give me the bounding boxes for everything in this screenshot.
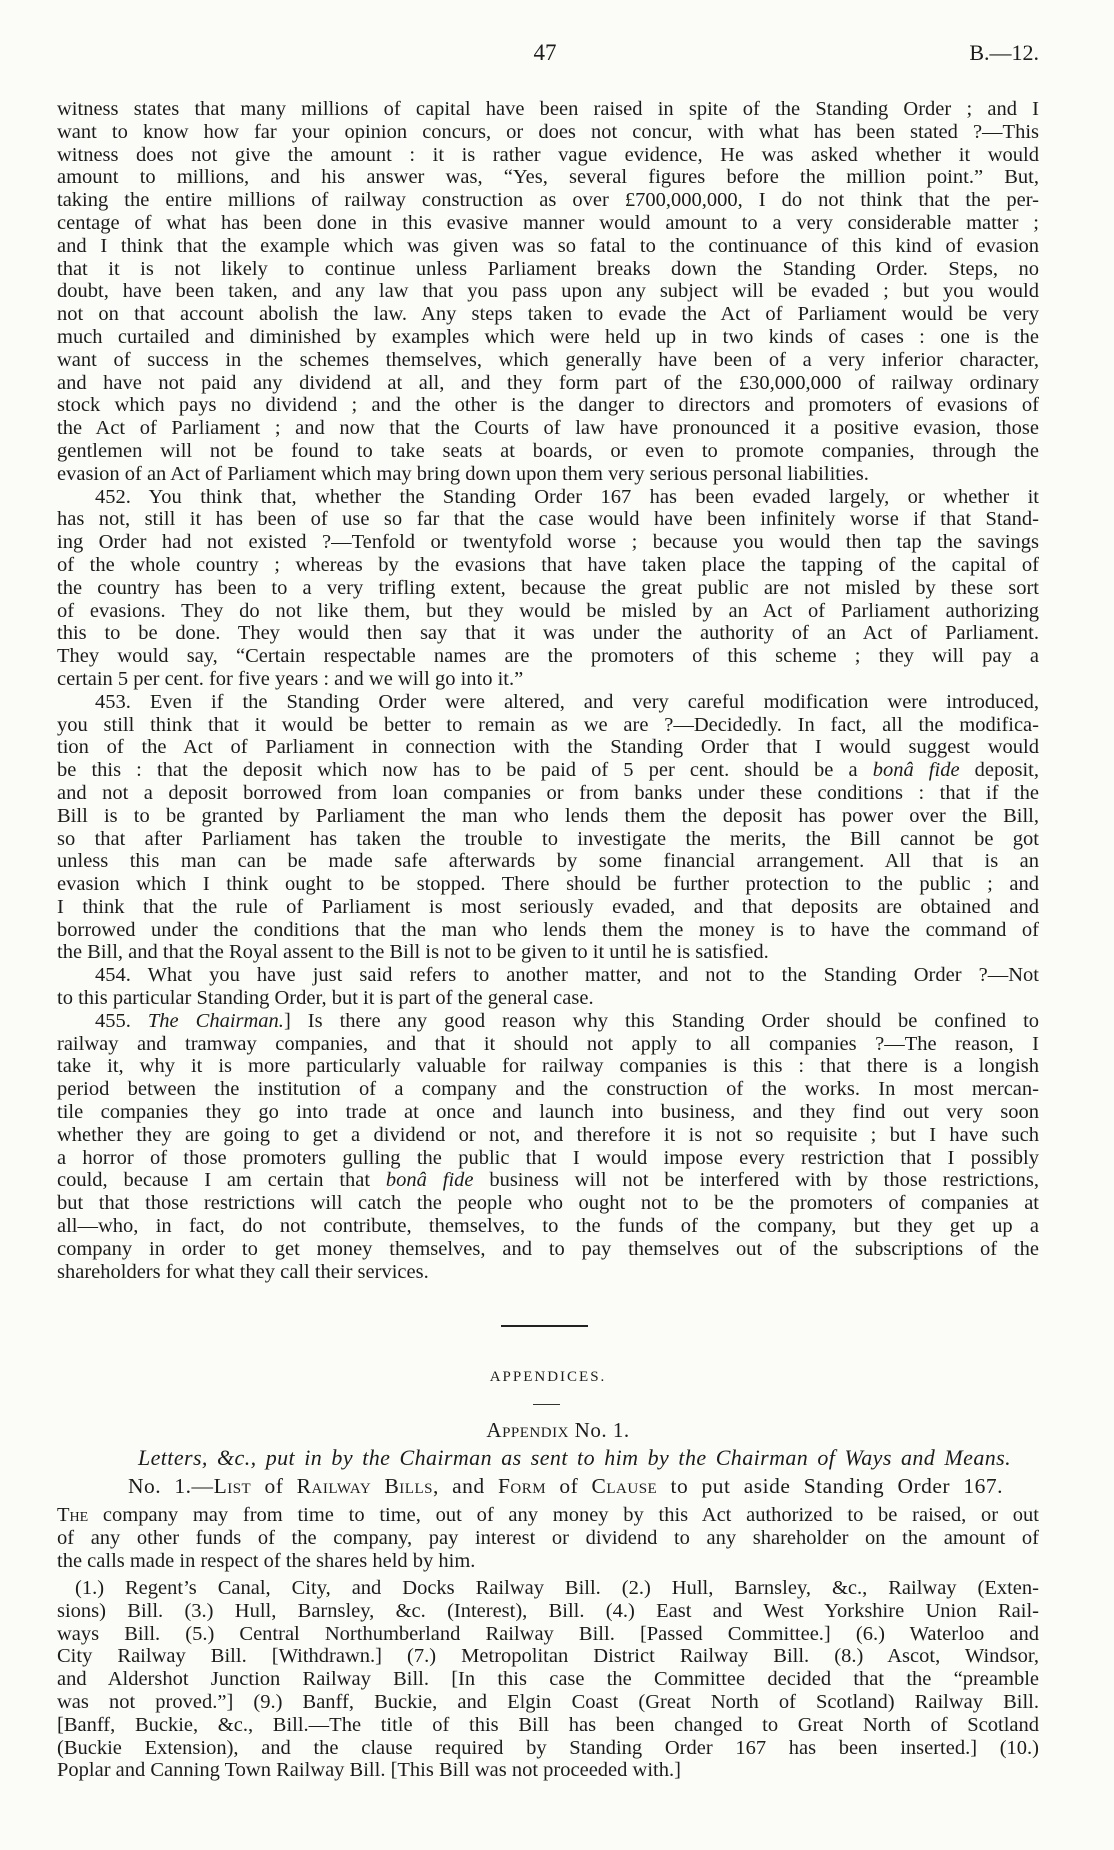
- text-run: evasion which I think ought to be stopped. There should be further protection to the public ; and: [57, 873, 1039, 896]
- text-run: much curtailed and diminished by examples which were held up in two kinds of cases : one is the: [57, 325, 1039, 348]
- text-line: [57, 1238, 1039, 1261]
- italic-text: bonâ fide: [872, 759, 960, 782]
- text-run: company in order to get money themselves, and to pay themselves out of the subscriptions of the: [57, 1237, 1039, 1260]
- text-run: and I think that the example which was given was so fatal to the continuance of this kind of evasion: [57, 234, 1039, 257]
- testimony-paragraph: [57, 691, 1039, 965]
- text-run: certain 5 per cent. for five years : and we will go into it.”: [57, 667, 524, 690]
- text-line: [57, 1668, 1039, 1691]
- text-run: They would say, “Certain respectable names are the promoters of this scheme ; they will pay a: [57, 645, 1039, 668]
- text-run: a horror of those promoters gulling the public that I would impose every restriction that I possibly: [57, 1146, 1039, 1169]
- text-run: amount to millions, and his answer was, “Yes, several figures before the million point.” But,: [57, 166, 1039, 189]
- text-line: [57, 349, 1039, 372]
- text-run: of: [251, 1474, 297, 1498]
- text-run: but that those restrictions will catch the people who ought not to be the promoters of companies at: [57, 1192, 1039, 1215]
- text-line: [57, 941, 1039, 964]
- text-line: [57, 1169, 1039, 1192]
- text-line: [57, 1124, 1039, 1147]
- text-run: centage of what has been done in this evasive manner would amount to a very considerable matter ;: [57, 211, 1039, 234]
- text-line: [57, 828, 1039, 851]
- text-line: [57, 1055, 1039, 1078]
- bill-list-title: [128, 1475, 1003, 1498]
- text-run: doubt, have been taken, and any law that you pass upon any subject will be evaded ; but you would: [57, 280, 1039, 303]
- text-run: and not a deposit borrowed from loan companies or from banks under these conditions : that if the: [57, 781, 1039, 804]
- testimony-paragraph: [57, 486, 1039, 691]
- text-line: [57, 554, 1039, 577]
- text-line: [57, 235, 1039, 258]
- small-caps-text: Form: [497, 1474, 547, 1498]
- text-run: tile companies they go into trade at once and launch into business, and they find out very soon: [57, 1101, 1039, 1124]
- text-line: [57, 805, 1039, 828]
- text-run: No. 1.: [568, 1418, 630, 1442]
- document-reference: B.—12.: [969, 40, 1039, 65]
- text-line: [57, 850, 1039, 873]
- text-run: Bill is to be granted by Parliament the man who lends them the deposit has power over the Bill,: [57, 804, 1039, 827]
- text-run: (1.) Regent’s Canal, City, and Docks Railway Bill. (2.) Hull, Barnsley, &c., Railway (Exten-: [75, 1577, 1039, 1599]
- text-line: [57, 189, 1039, 212]
- text-line: [57, 98, 1039, 121]
- text-line: [57, 1737, 1039, 1760]
- text-line: [57, 1192, 1039, 1215]
- text-run: (Buckie Extension), and the clause required by Standing Order 167 has been inserted.] (10.): [57, 1736, 1039, 1759]
- text-line: [57, 144, 1039, 167]
- text-run: stock which pays no dividend ; and the other is the danger to directors and promoters of evasions of: [57, 394, 1039, 417]
- text-run: 453. Even if the Standing Order were altered, and very careful modification were introduced,: [95, 690, 1039, 713]
- text-line: [57, 508, 1039, 531]
- small-caps-text: Appendix: [486, 1418, 569, 1442]
- text-line: [57, 919, 1039, 942]
- text-run: that it is not likely to continue unless Parliament breaks down the Standing Order. Steps, no: [57, 257, 1039, 280]
- text-line: [57, 1504, 1039, 1527]
- testimony-body: [57, 98, 1039, 1283]
- text-line: [57, 1147, 1039, 1170]
- text-line: [57, 1623, 1039, 1646]
- text-line: [57, 1691, 1039, 1714]
- appendix-subtitle: Letters, &c., put in by the Chairman as sent to him by the Chairman of Ways and Means.: [138, 1445, 1011, 1470]
- text-run: whether they are going to get a dividend or not, and therefore it is not so requisite ; but I have such: [57, 1123, 1039, 1146]
- text-line: [57, 577, 1039, 600]
- text-run: No. 1.—: [128, 1474, 214, 1498]
- text-run: to this particular Standing Order, but it is part of the general case.: [57, 987, 594, 1010]
- text-line: [57, 1101, 1039, 1124]
- text-line: [57, 372, 1039, 395]
- text-run: be this : that the deposit which now has to be paid of 5 per cent. should be a: [57, 759, 873, 782]
- text-run: 452. You think that, whether the Standing Order 167 has been evaded largely, or whether it: [95, 485, 1039, 508]
- italic-text: bonâ fide: [385, 1169, 474, 1192]
- text-line: [57, 1759, 1039, 1782]
- text-line: [57, 668, 1039, 691]
- text-line: [57, 440, 1039, 463]
- text-run: City Railway Bill. [Withdrawn.] (7.) Metropolitan District Railway Bill. (8.) Ascot, Windsor,: [57, 1645, 1039, 1668]
- text-line: [57, 782, 1039, 805]
- text-line: [57, 1600, 1039, 1623]
- text-run: sions) Bill. (3.) Hull, Barnsley, &c. (Interest), Bill. (4.) East and West Yorkshire Union Rail-: [57, 1599, 1039, 1622]
- small-caps-text: Clause: [591, 1474, 658, 1498]
- small-caps-text: The: [57, 1504, 89, 1526]
- text-line: [57, 1714, 1039, 1737]
- text-run: unless this man can be made safe afterwards by some financial arrangement. All that is an: [57, 850, 1039, 873]
- text-run: business will not be interfered with by those restrictions,: [473, 1169, 1040, 1192]
- text-line: [57, 212, 1039, 235]
- text-run: borrowed under the conditions that the man who lends them the money is to have the command of: [57, 918, 1039, 941]
- text-run: company may from time to time, out of any money by this Act authorized to be raised, or out: [88, 1504, 1039, 1526]
- text-line: [57, 1010, 1039, 1033]
- text-run: the country has been to a very trifling extent, because the great public are not misled by these sort: [57, 576, 1039, 599]
- text-run: Poplar and Canning Town Railway Bill. [This Bill was not proceeded with.]: [57, 1759, 681, 1782]
- bill-list: [57, 1577, 1039, 1782]
- text-line: [57, 873, 1039, 896]
- text-run: railway and tramway companies, and that it should not apply to all companies ?—The reason, I: [57, 1032, 1039, 1055]
- text-line: [57, 303, 1039, 326]
- text-line: [57, 258, 1039, 281]
- text-run: this to be done. They would then say that it was under the authority of an Act of Parliament.: [57, 622, 1039, 645]
- text-run: and Aldershot Junction Railway Bill. [In this case the Committee decided that the “preamble: [57, 1668, 1039, 1691]
- text-line: [57, 280, 1039, 303]
- small-caps-text: Railway Bills: [296, 1474, 433, 1498]
- small-caps-text: List: [213, 1474, 252, 1498]
- text-line: [57, 1078, 1039, 1101]
- text-run: , and: [432, 1474, 498, 1498]
- text-run: [Banff, Buckie, &c., Bill.—The title of this Bill has been changed to Great North of Scotland: [57, 1713, 1039, 1736]
- appendix-title: [67, 1418, 1049, 1442]
- text-run: ] Is there any good reason why this Standing Order should be confined to: [283, 1009, 1040, 1032]
- text-line: [57, 1261, 1039, 1284]
- text-line: [57, 531, 1039, 554]
- text-line: [57, 622, 1039, 645]
- text-run: could, because I am certain that: [57, 1169, 386, 1192]
- text-line: [57, 759, 1039, 782]
- page-number: 47: [533, 40, 557, 65]
- text-run: not on that account abolish the law. Any steps taken to evade the Act of Parliament would be very: [57, 303, 1039, 326]
- text-run: period between the institution of a company and the construction of the works. In most mercan-: [57, 1078, 1039, 1101]
- text-line: [57, 166, 1039, 189]
- text-line: [57, 1550, 1039, 1573]
- text-line: [57, 394, 1039, 417]
- text-run: of: [546, 1474, 592, 1498]
- text-line: [57, 736, 1039, 759]
- text-line: [57, 417, 1039, 440]
- text-line: [57, 645, 1039, 668]
- text-run: to put aside Standing Order 167.: [657, 1474, 1003, 1498]
- text-run: evasion of an Act of Parliament which may bring down upon them very serious personal liabilities.: [57, 462, 869, 485]
- text-run: 454. What you have just said refers to another matter, and not to the Standing Order ?—Not: [95, 964, 1039, 987]
- text-line: [57, 121, 1039, 144]
- text-run: ing Order had not existed ?—Tenfold or twentyfold worse ; because you would then tap the savings: [57, 531, 1039, 554]
- text-run: so that after Parliament has taken the trouble to investigate the merits, the Bill cannot be got: [57, 827, 1039, 850]
- text-line: [57, 964, 1039, 987]
- text-run: of the whole country ; whereas by the evasions that have taken place the tapping of the capital of: [57, 553, 1039, 576]
- text-run: witness states that many millions of capital have been raised in spite of the Standing Order ; and I: [57, 98, 1039, 120]
- text-line: [57, 896, 1039, 919]
- text-line: [57, 326, 1039, 349]
- text-line: [57, 714, 1039, 737]
- text-run: take it, why it is more particularly valuable for railway companies is this : that there is a longish: [57, 1055, 1039, 1078]
- appendices-heading: APPENDICES.: [489, 1369, 607, 1385]
- text-run: want to know how far your opinion concurs, or does not concur, with what has been stated ?—This: [57, 120, 1039, 143]
- text-run: all—who, in fact, do not contribute, themselves, to the funds of the company, but they get up a: [57, 1215, 1039, 1238]
- section-divider: [501, 1325, 588, 1327]
- text-run: deposit,: [959, 759, 1039, 782]
- text-run: witness does not give the amount : it is rather vague evidence, He was asked whether it would: [57, 143, 1039, 166]
- text-run: was not proved.”] (9.) Banff, Buckie, and Elgin Coast (Great North of Scotland) Railway Bill.: [57, 1690, 1039, 1713]
- text-run: taking the entire millions of railway construction as over £700,000,000, I do not think that the per-: [57, 189, 1039, 212]
- text-run: of any other funds of the company, pay interest or dividend to any shareholder on the amount of: [57, 1526, 1039, 1549]
- testimony-paragraph: [57, 1010, 1039, 1284]
- testimony-paragraph: [57, 964, 1039, 1010]
- text-line: [57, 691, 1039, 714]
- text-run: shareholders for what they call their services.: [57, 1260, 429, 1283]
- text-run: gentlemen will not be found to take seats at boards, or even to promote companies, through the: [57, 439, 1039, 462]
- text-run: has not, still it has been of use so far that the case would have been infinitely worse if that Stand-: [57, 508, 1039, 531]
- text-line: [57, 463, 1039, 486]
- text-run: want of success in the schemes themselves, which generally have been of a very inferior character,: [57, 348, 1039, 371]
- text-line: [57, 1577, 1039, 1600]
- text-line: [57, 1033, 1039, 1056]
- text-run: 455.: [95, 1009, 148, 1032]
- testimony-paragraph: [57, 98, 1039, 486]
- text-run: the Act of Parliament ; and now that the Courts of law have pronounced it a positive evasion, those: [57, 417, 1039, 440]
- heading-divider: [533, 1404, 560, 1405]
- text-run: the Bill, and that the Royal assent to the Bill is not to be given to it until he is satisfied.: [57, 941, 769, 964]
- text-line: [57, 1215, 1039, 1238]
- clause-text: [57, 1504, 1039, 1572]
- text-run: and have not paid any dividend at all, and they form part of the £30,000,000 of railway ordinary: [57, 371, 1039, 394]
- text-line: [57, 1527, 1039, 1550]
- text-line: [57, 987, 1039, 1010]
- text-run: ways Bill. (5.) Central Northumberland Railway Bill. [Passed Committee.] (6.) Waterloo and: [57, 1622, 1039, 1645]
- text-line: [57, 486, 1039, 509]
- text-line: [57, 1645, 1039, 1668]
- text-run: of evasions. They do not like them, but they would be misled by an Act of Parliament authorizing: [57, 599, 1039, 622]
- text-run: the calls made in respect of the shares held by him.: [57, 1549, 476, 1572]
- text-run: I think that the rule of Parliament is most seriously evaded, and that deposits are obtained and: [57, 895, 1039, 918]
- text-line: [57, 600, 1039, 623]
- italic-text: The Chairman.: [147, 1009, 284, 1032]
- text-run: tion of the Act of Parliament in connection with the Standing Order that I would suggest would: [57, 736, 1039, 759]
- text-run: you still think that it would be better to remain as we are ?—Decidedly. In fact, all the modifica-: [57, 713, 1039, 736]
